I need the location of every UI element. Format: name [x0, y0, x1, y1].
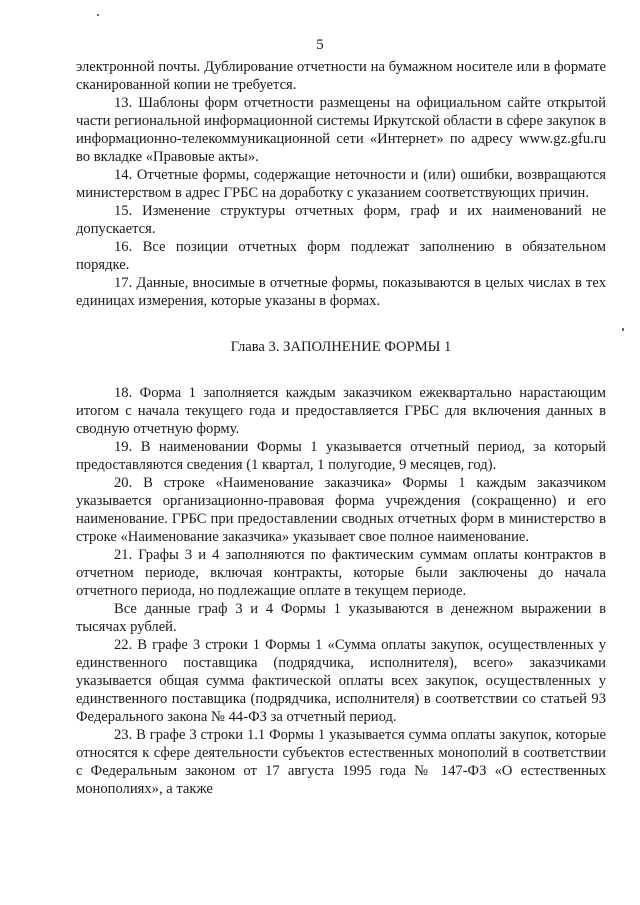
page-number: 5 — [316, 37, 324, 53]
paragraph-16: 16. Все позиции отчетных форм подлежат заполнению в обязательном порядке. — [76, 239, 606, 273]
paragraph-14: 14. Отчетные формы, содержащие неточности и (или) ошибки, возвращаются министерством в адрес ГРБС на доработку с указанием соответствующих причин. — [76, 167, 606, 201]
paragraph-17: 17. Данные, вносимые в отчетные формы, показываются в целых числах в тех единицах измерения, которые указаны в формах. — [76, 275, 606, 309]
paragraph-continued: электронной почты. Дублирование отчетности на бумажном носителе или в формате сканированной копии не требуется. — [76, 59, 606, 93]
paragraph-20: 20. В строке «Наименование заказчика» Формы 1 каждым заказчиком указывается организационно-правовая форма учреждения (сокращенно) и его наименование. ГРБС при предоставлении сводных отчетных форм в министерство в строке «Наименование заказчика» указывает свое полное наименование. — [76, 475, 606, 545]
scan-speck — [97, 14, 99, 16]
paragraph-21-note: Все данные граф 3 и 4 Формы 1 указываются в денежном выражении в тысячах рублей. — [76, 601, 606, 635]
paragraph-23: 23. В графе 3 строки 1.1 Формы 1 указывается сумма оплаты закупок, которые относятся к сфере деятельности субъектов естественных монополий в соответствии с Федеральным законом от 17 августа 1995 года № 147-ФЗ «О естественных монополиях», а также — [76, 727, 606, 797]
paragraph-21: 21. Графы 3 и 4 заполняются по фактическим суммам оплаты контрактов в отчетном периоде, включая контракты, которые были заключены до начала отчетного периода, но подлежащие оплате в текущем периоде. — [76, 547, 606, 599]
paragraph-18: 18. Форма 1 заполняется каждым заказчиком ежеквартально нарастающим итогом с начала текущего года и предоставляется ГРБС для включения данных в сводную отчетную форму. — [76, 385, 606, 437]
paragraph-22: 22. В графе 3 строки 1 Формы 1 «Сумма оплаты закупок, осуществленных у единственного поставщика (подрядчика, исполнителя), всего» заказчиками указывается общая сумма фактической оплаты всех закупок, осуществленных у единственного поставщика (подрядчика, исполнителя) в соответствии со статьей 93 Федерального закона № 44-ФЗ за отчетный период. — [76, 637, 606, 725]
paragraph-15: 15. Изменение структуры отчетных форм, граф и их наименований не допускается. — [76, 203, 606, 237]
paragraph-19: 19. В наименовании Формы 1 указывается отчетный период, за который предоставляются сведения (1 квартал, 1 полугодие, 9 месяцев, год). — [76, 439, 606, 473]
scan-speck — [622, 328, 624, 331]
chapter-heading: Глава 3. ЗАПОЛНЕНИЕ ФОРМЫ 1 — [230, 339, 452, 355]
paragraph-13: 13. Шаблоны форм отчетности размещены на официальном сайте открытой части региональной информационной системы Иркутской области в сфере закупок в информационно-телекоммуникационной сети «Интернет» по адресу www.gz.gfu.ru во вкладке «Правовые акты». — [76, 95, 606, 165]
document-body — [76, 58, 606, 798]
